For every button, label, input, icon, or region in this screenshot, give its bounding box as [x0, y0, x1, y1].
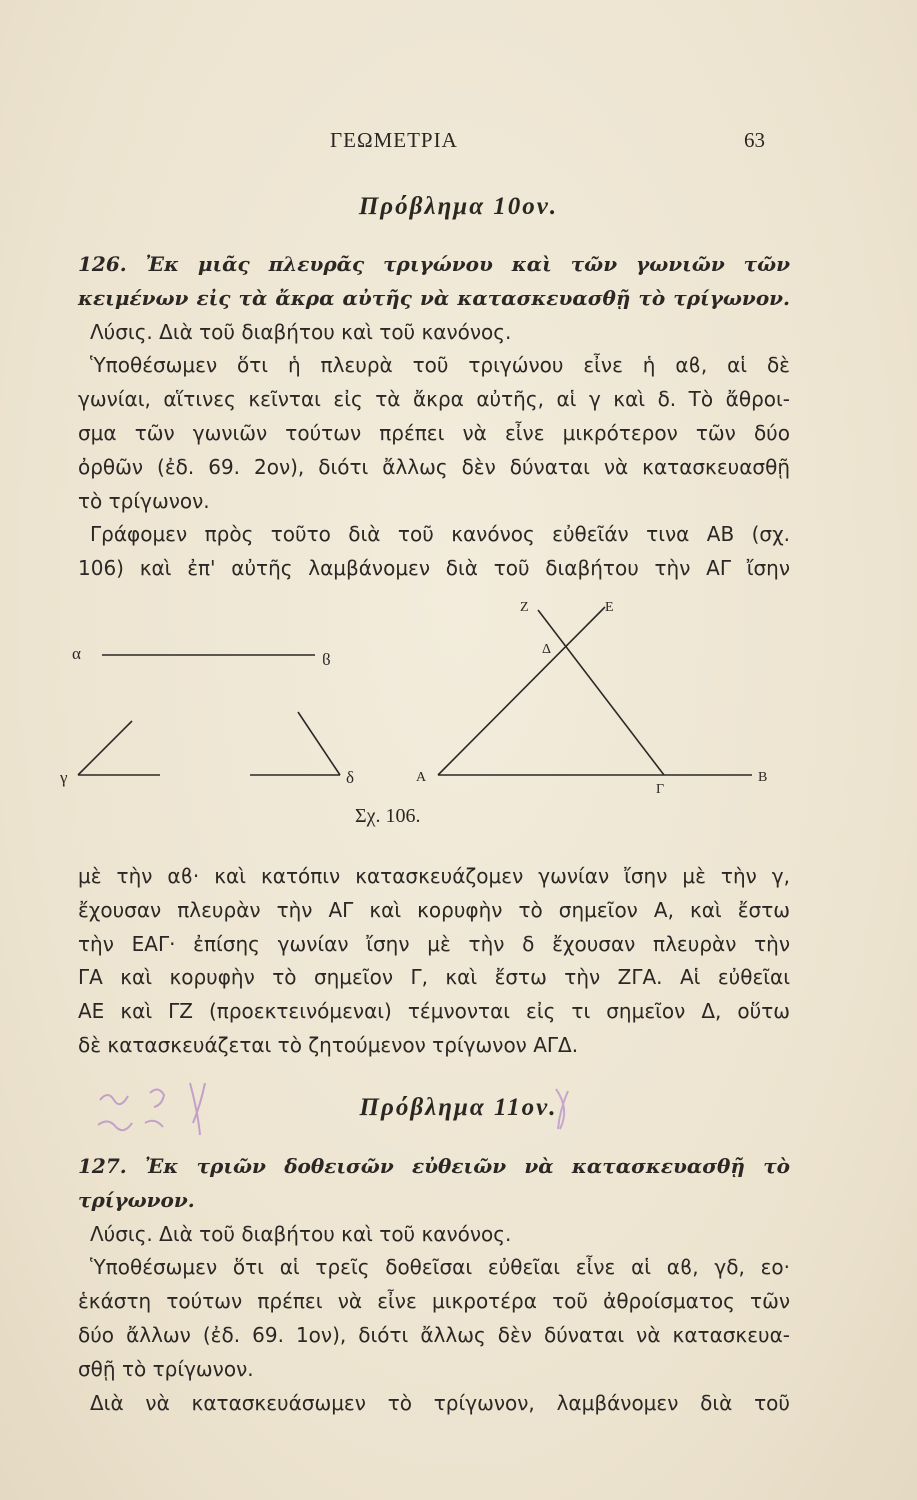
- solution-line: Λύσις. Διὰ τοῦ διαβήτου καὶ τοῦ κανόνος.: [90, 1221, 512, 1246]
- paragraph-line: ΓΑ καὶ κορυφὴν τὸ σημεῖον Γ, καὶ ἔστω τὴν ΖΓΑ. Αἱ εὐθεῖαι: [78, 965, 790, 990]
- paragraph-line: μὲ τὴν αϐ· καὶ κατόπιν κατασκευάζομεν γωνίαν ἴσην μὲ τὴν γ,: [78, 864, 790, 888]
- page-number: 63: [744, 128, 765, 152]
- paragraph-line: ἑκάστη τούτων πρέπει νὰ εἶνε μικροτέρα τοῦ ἀθροίσματος τῶν: [78, 1289, 790, 1314]
- running-head: [0, 128, 917, 158]
- label-d: δ: [346, 768, 355, 787]
- paragraph-line: ΑΕ καὶ ΓΖ (προεκτεινόμεναι) τέμνονται εἰς τι σημεῖον Δ, οὕτω: [78, 999, 790, 1024]
- problem-10-continued: [78, 860, 790, 1063]
- paragraph-line: Διὰ νὰ κατασκευάσωμεν τὸ τρίγωνον, λαμβάνομεν διὰ τοῦ: [90, 1390, 790, 1415]
- paragraph-line: τὴν ΕΑΓ· ἐπίσης γωνίαν ἴσην μὲ τὴν δ ἔχουσαν πλευρὰν τὴν: [78, 931, 790, 956]
- label-B: Β: [758, 770, 768, 785]
- problem-10-text: [78, 248, 790, 586]
- paragraph-line: Γράφομεν πρὸς τοῦτο διὰ τοῦ κανόνος εὐθεῖάν τινα ΑΒ (σχ.: [90, 522, 790, 547]
- statement-line: 126. Ἐκ μιᾶς πλευρᾶς τριγώνου καὶ τῶν γωνιῶν τῶν: [78, 252, 790, 276]
- label-G: Γ: [656, 782, 665, 797]
- paragraph-line: 106) καὶ ἐπ' αὐτῆς λαμβάνομεν διὰ τοῦ διαβήτου τὴν ΑΓ ἴσην: [78, 556, 790, 581]
- paragraph-line: δὲ κατασκευάζεται τὸ ζητούμενον τρίγωνον ΑΓΔ.: [78, 1032, 579, 1057]
- statement-line: κειμένων εἰς τὰ ἄκρα αὐτῆς νὰ κατασκευασθῇ τὸ τρίγωνον.: [78, 285, 790, 310]
- problem-11-heading: Πρόβλημα 11ον.: [359, 1094, 558, 1121]
- paragraph-line: γωνίαι, αἵτινες κεῖνται εἰς τὰ ἄκρα αὐτῆς, αἱ γ καὶ δ. Τὸ ἄθροι-: [78, 387, 790, 412]
- label-a: α: [72, 644, 81, 663]
- paragraph-line: τὸ τρίγωνον.: [78, 488, 210, 513]
- line-AE: [438, 607, 605, 775]
- paragraph-line: Ὑποθέσωμεν ὅτι ἡ πλευρὰ τοῦ τριγώνου εἶνε ἡ αϐ, αἱ δὲ: [90, 353, 790, 378]
- figure-caption: Σχ. 106.: [355, 805, 421, 827]
- paragraph-line: ἔχουσαν πλευρὰν τὴν ΑΓ καὶ κορυφὴν τὸ σημεῖον Α, καὶ ἔστω: [78, 897, 790, 922]
- solution-line: Λύσις. Διὰ τοῦ διαβήτου καὶ τοῦ κανόνος.: [90, 319, 512, 344]
- paragraph-line: Ὑποθέσωμεν ὅτι αἱ τρεῖς δοθεῖσαι εὐθεῖαι εἶνε αἱ αϐ, γδ, εο·: [90, 1255, 790, 1280]
- angle-d-arm: [298, 712, 340, 775]
- label-A: Α: [416, 770, 427, 785]
- line-GZ: [538, 610, 664, 775]
- paragraph-line: σθῇ τὸ τρίγωνον.: [78, 1356, 254, 1381]
- running-title: ΓΕΩΜΕΤΡΙΑ: [330, 128, 458, 152]
- problem-11-text: [78, 1150, 790, 1420]
- angle-g-arm: [78, 721, 132, 775]
- paragraph-line: δύο ἄλλων (ἐδ. 69. 1ον), διότι ἄλλως δὲν δύναται νὰ κατασκευα-: [78, 1322, 790, 1347]
- label-Z: Ζ: [520, 600, 529, 615]
- figure-106: [60, 595, 860, 835]
- statement-line: τρίγωνον.: [78, 1187, 195, 1212]
- label-E: Ε: [605, 600, 614, 615]
- label-b: ϐ: [322, 650, 331, 669]
- paragraph-line: ὀρθῶν (ἐδ. 69. 2ον), διότι ἄλλως δὲν δύναται νὰ κατασκευασθῇ: [78, 454, 790, 479]
- problem-10-heading: Πρόβλημα 10ον.: [358, 193, 559, 220]
- paragraph-line: σμα τῶν γωνιῶν τούτων πρέπει νὰ εἶνε μικρότερον τῶν δύο: [78, 420, 790, 445]
- label-g: γ: [60, 768, 68, 787]
- statement-line: 127. Ἐκ τριῶν δοθεισῶν εὐθειῶν νὰ κατασκευασθῇ τὸ: [78, 1154, 790, 1178]
- label-D: Δ: [542, 642, 552, 657]
